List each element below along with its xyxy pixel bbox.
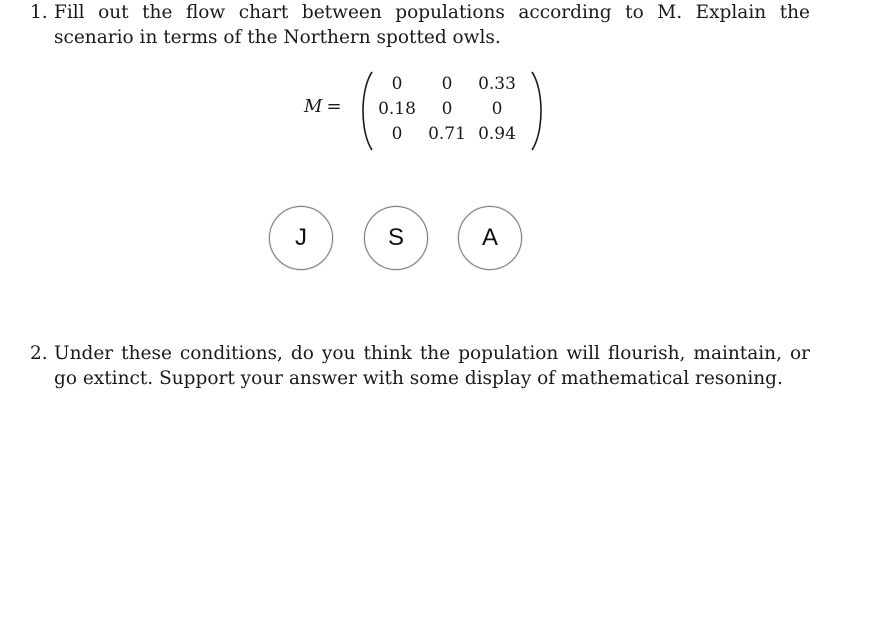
matrix-m: [300, 70, 560, 160]
matrix-cell: 0: [391, 74, 403, 94]
question-1-number: 1.: [30, 2, 48, 23]
subadult-node[interactable]: S: [364, 206, 428, 270]
question-2-number: 2.: [30, 343, 48, 364]
matrix-cell: 0: [491, 99, 503, 119]
matrix-cell: 0: [441, 99, 453, 119]
equals-sign: =: [326, 96, 342, 117]
matrix-cell: 0.94: [478, 124, 516, 144]
matrix-cell: 0: [391, 124, 403, 144]
question-2: [30, 341, 810, 391]
adult-node[interactable]: A: [458, 206, 522, 270]
matrix-cell: 0.71: [428, 124, 466, 144]
matrix-cell: 0.33: [478, 74, 516, 94]
right-parenthesis: [528, 70, 548, 152]
matrix-cell: 0.18: [378, 99, 416, 119]
question-2-text: Under these conditions, do you think the population will flourish, maintain, or go extinct. Support your answer with some display of mathematical resoning.: [54, 343, 810, 389]
matrix-label: [304, 96, 342, 117]
question-1-text: Fill out the flow chart between populations according to M. Explain the scenario in terms of the Northern spotted owls.: [54, 2, 810, 48]
juvenile-node[interactable]: J: [269, 206, 333, 270]
matrix-symbol: M: [304, 96, 323, 117]
question-1: [30, 0, 810, 50]
matrix-cell: 0: [441, 74, 453, 94]
